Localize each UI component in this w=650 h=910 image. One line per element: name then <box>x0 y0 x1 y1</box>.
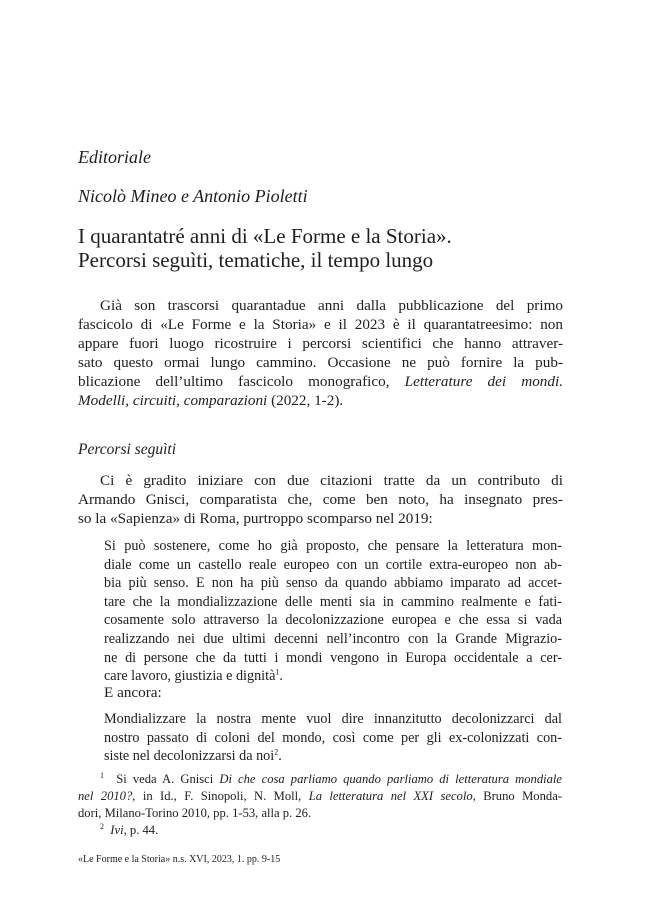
quote1-text: care lavoro, giustizia e dignità <box>104 668 276 685</box>
block-quote-1 <box>104 537 562 686</box>
subheading: Percorsi seguìti <box>78 441 177 458</box>
footnote-1-text: Si veda A. Gnisci <box>116 772 214 786</box>
p1-line-last <box>78 391 563 410</box>
footnote-1-work-title-end: nel 2010? <box>78 789 133 803</box>
quote2-text: siste nel decolonizzarsi da noi <box>104 748 275 765</box>
footnote-1-text: , in Id., F. Sinopoli, N. Moll, <box>132 789 302 803</box>
footnote-1-line <box>78 788 562 805</box>
italic-title-a: Letterature dei mondi. <box>404 373 564 390</box>
p1-line: fascicolo di «Le Forme e la Storia» e il 2023 è il quarantatreesimo: non <box>78 316 563 333</box>
footnote-1-book-title: La letteratura nel XXI secolo <box>308 789 473 803</box>
quote2-line: nostro passato di coloni del mondo, così come per gli ex-colonizzati con- <box>104 729 562 746</box>
quote1-end: . <box>279 668 283 685</box>
footnote-2 <box>78 822 562 839</box>
quote2-line: Mondializzare la nostra mente vuol dire innanzitutto decolonizzarci dal <box>104 711 562 727</box>
p1-line-text: blicazione dell’ultimo fascicolo monografico, <box>78 373 390 390</box>
authors: Nicolò Mineo e Antonio Pioletti <box>78 186 308 206</box>
footnote-2-ivi: Ivi <box>110 823 124 837</box>
p1-line: sato questo ormai lungo cammino. Occasione ne può fornire la pub- <box>78 354 563 371</box>
footnote-ref-1: 1 <box>275 667 280 677</box>
quote2-line-last <box>104 747 562 766</box>
p1-line-with-title <box>78 372 563 391</box>
block-quote-2 <box>104 710 562 766</box>
p1-line: appare fuori luogo ricostruire i percorsi scientifici che hanno attraver- <box>78 335 563 352</box>
e-ancora: E ancora: <box>104 684 162 701</box>
italic-title-b: Modelli, circuiti, comparazioni <box>78 392 268 409</box>
footnote-1 <box>78 771 562 822</box>
p2-line: Ci è gradito iniziare con due citazioni tratte da un contributo di <box>100 472 563 489</box>
paragraph-2 <box>78 471 563 528</box>
footnote-1-number: 1 <box>100 770 104 780</box>
footnote-1-line <box>78 771 562 788</box>
quote1-line: realizzando nei due ultimi decenni nell’incontro con la Grande Migrazio- <box>104 630 562 647</box>
title-line-1: I quarantatré anni di «Le Forme e la Storia». <box>78 224 452 248</box>
quote1-line-last <box>104 667 562 686</box>
p1-line: Già son trascorsi quarantadue anni dalla pubblicazione del primo <box>100 297 563 314</box>
section-label: Editoriale <box>78 147 151 167</box>
p2-line: so la «Sapienza» di Roma, purtroppo scomparso nel 2019: <box>78 510 433 527</box>
quote1-line: Si può sostenere, come ho già proposto, che pensare la letteratura mon- <box>104 538 562 554</box>
footnote-1-text: , Bruno Monda- <box>472 789 562 803</box>
footnote-2-number: 2 <box>100 821 104 831</box>
quote1-line: bia più senso. E non ha più senso da quando abbiamo imparato ad accet- <box>104 575 562 592</box>
footnote-1-line: dori, Milano-Torino 2010, pp. 1-53, alla p. 26. <box>78 806 312 820</box>
article-title <box>78 224 568 272</box>
quote1-line: cosamente solo attraverso la decolonizzazione europea e che essa si vada <box>104 612 562 629</box>
quote1-line: tare che la mondializzazione delle menti sia in cammino realmente e fati- <box>104 593 562 610</box>
page-footer: «Le Forme e la Storia» n.s. XVI, 2023, 1. pp. 9-15 <box>78 854 281 865</box>
p2-line: Armando Gnisci, comparatista che, come ben noto, ha insegnato pres- <box>78 491 563 508</box>
paragraph-1 <box>78 296 563 410</box>
title-line-2: Percorsi seguìti, tematiche, il tempo lungo <box>78 248 434 272</box>
after-title: (2022, 1-2). <box>267 392 344 409</box>
footnote-2-line <box>78 822 562 839</box>
quote1-line: diale come un castello reale europeo con un cortile extra-europeo non ab- <box>104 556 562 573</box>
footnote-2-text: , p. 44. <box>123 823 159 837</box>
footnote-1-work-title: Di che cosa parliamo quando parliamo di letteratura mondiale <box>219 772 562 786</box>
quote1-line: ne di persone che da tutti i mondi vengono in Europa occidentale a cer- <box>104 649 562 666</box>
quote2-end: . <box>278 748 282 765</box>
footnote-ref-2: 2 <box>274 747 279 757</box>
